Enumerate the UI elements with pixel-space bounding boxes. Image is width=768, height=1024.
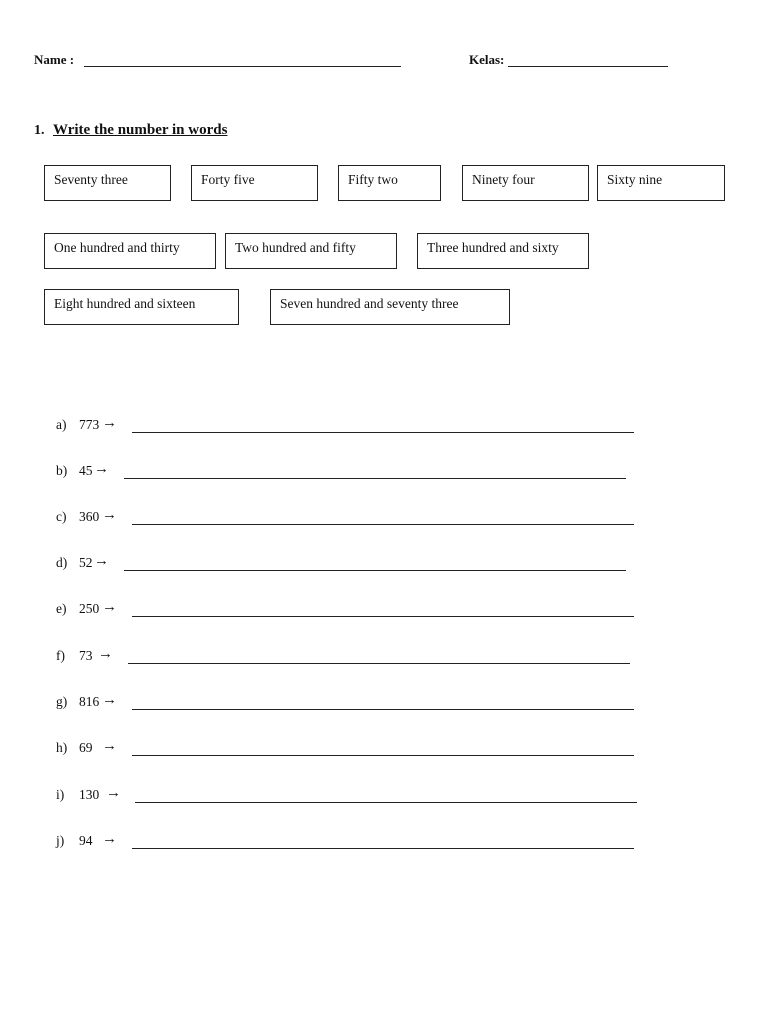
- name-label: Name :: [34, 52, 75, 67]
- class-label: Kelas:: [469, 52, 505, 67]
- exercise-letter: f): [56, 648, 65, 663]
- word-box: Three hundred and sixty: [417, 233, 589, 269]
- word-box: Ninety four: [462, 165, 589, 201]
- word-box: Fifty two: [338, 165, 441, 201]
- exercise-letter: e): [56, 601, 67, 616]
- arrow-icon: →: [106, 785, 121, 801]
- exercise-letter: d): [56, 555, 68, 570]
- exercise-letter: j): [56, 833, 65, 848]
- answer-line[interactable]: [128, 663, 630, 664]
- word-box: One hundred and thirty: [44, 233, 216, 269]
- answer-line[interactable]: [132, 432, 634, 433]
- answer-line[interactable]: [124, 478, 626, 479]
- arrow-icon: →: [102, 831, 117, 847]
- arrow-icon: →: [102, 507, 117, 523]
- exercise-letter: c): [56, 509, 67, 524]
- answer-line[interactable]: [132, 848, 634, 849]
- answer-line[interactable]: [132, 524, 634, 525]
- arrow-icon: →: [102, 415, 117, 431]
- exercise-letter: a): [56, 417, 67, 432]
- word-box: Seven hundred and seventy three: [270, 289, 510, 325]
- exercise-number: 360: [79, 509, 100, 524]
- exercise-number: 73: [79, 648, 93, 663]
- arrow-icon: →: [102, 599, 117, 615]
- answer-line[interactable]: [124, 570, 626, 571]
- answer-line[interactable]: [132, 755, 634, 756]
- word-box: Two hundred and fifty: [225, 233, 397, 269]
- arrow-icon: →: [98, 646, 113, 662]
- question-number: 1.: [34, 123, 45, 138]
- exercise-number: 52: [79, 555, 93, 570]
- arrow-icon: →: [102, 692, 117, 708]
- question-title: Write the number in words: [53, 122, 228, 138]
- arrow-icon: →: [94, 461, 109, 477]
- answer-line[interactable]: [132, 709, 634, 710]
- arrow-icon: →: [102, 738, 117, 754]
- class-field[interactable]: [508, 66, 668, 67]
- exercise-number: 130: [79, 787, 100, 802]
- exercise-letter: g): [56, 694, 68, 709]
- answer-line[interactable]: [135, 802, 637, 803]
- exercise-letter: b): [56, 463, 68, 478]
- exercise-number: 250: [79, 601, 100, 616]
- exercise-letter: h): [56, 740, 68, 755]
- word-box: Seventy three: [44, 165, 171, 201]
- exercise-number: 773: [79, 417, 100, 432]
- word-box: Sixty nine: [597, 165, 725, 201]
- exercise-number: 816: [79, 694, 100, 709]
- name-field[interactable]: [84, 66, 401, 67]
- answer-line[interactable]: [132, 616, 634, 617]
- exercise-number: 45: [79, 463, 93, 478]
- exercise-number: 69: [79, 740, 93, 755]
- exercise-letter: i): [56, 787, 65, 802]
- word-box: Eight hundred and sixteen: [44, 289, 239, 325]
- arrow-icon: →: [94, 553, 109, 569]
- exercise-number: 94: [79, 833, 93, 848]
- word-box: Forty five: [191, 165, 318, 201]
